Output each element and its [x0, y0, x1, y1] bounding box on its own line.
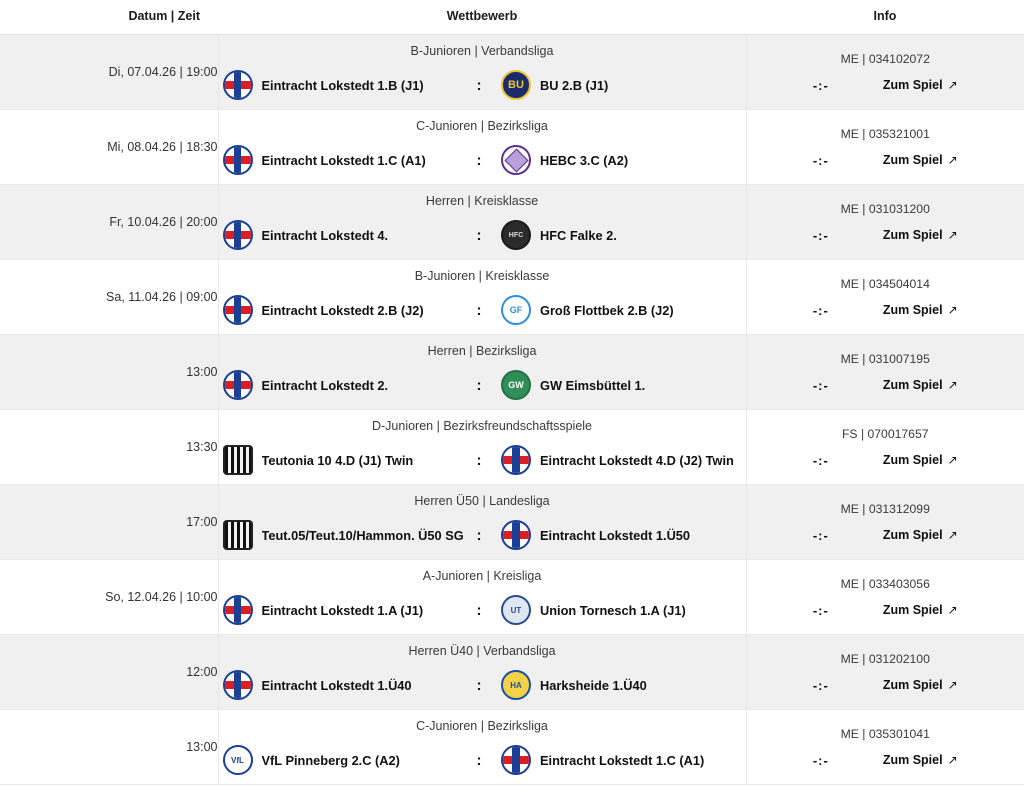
away-team[interactable]	[491, 445, 746, 475]
home-team[interactable]	[219, 70, 468, 100]
away-team-crest-icon	[501, 520, 531, 550]
table-row[interactable]	[0, 335, 1024, 410]
fixture-info-cell	[746, 635, 1024, 710]
home-team[interactable]	[219, 745, 468, 775]
fixture-competition-cell	[218, 185, 746, 260]
table-header	[0, 0, 1024, 35]
fixture-competition-cell	[218, 485, 746, 560]
competition-label: D-Junioren | Bezirksfreundschaftsspiele	[371, 419, 592, 433]
zum-spiel-link[interactable]	[883, 303, 958, 317]
home-team[interactable]	[219, 520, 468, 550]
fixture-competition-cell	[218, 410, 746, 485]
home-team-name: Eintracht Lokstedt 1.B (J1)	[261, 77, 424, 93]
info-line	[747, 453, 1024, 468]
score-separator: :	[476, 601, 482, 619]
match-id: ME | 034102072	[840, 51, 930, 66]
match-line	[219, 220, 746, 250]
away-team-name: Harksheide 1.Ü40	[540, 677, 647, 693]
fixture-info-cell	[746, 710, 1024, 785]
away-team-crest-icon: UT	[501, 595, 531, 625]
fixture-info-cell	[746, 260, 1024, 335]
home-team-name: Teut.05/Teut.10/Hammon. Ü50 SG	[261, 527, 464, 543]
home-team[interactable]	[219, 145, 468, 175]
away-team-name: Eintracht Lokstedt 4.D (J2) Twin	[540, 452, 734, 468]
home-team-name: Eintracht Lokstedt 1.Ü40	[261, 677, 412, 693]
home-team-crest-icon	[223, 295, 253, 325]
info-line	[747, 753, 1024, 768]
table-row[interactable]	[0, 485, 1024, 560]
score-value: -:-	[812, 452, 829, 468]
zum-spiel-link[interactable]	[883, 228, 958, 242]
away-team[interactable]	[491, 745, 746, 775]
table-row[interactable]	[0, 560, 1024, 635]
external-link-icon: ↗	[947, 228, 958, 242]
score-separator: :	[476, 226, 482, 244]
score-separator: :	[476, 751, 482, 769]
match-id: ME | 031202100	[840, 651, 930, 666]
external-link-icon: ↗	[947, 378, 958, 392]
table-row[interactable]	[0, 260, 1024, 335]
score-separator: :	[476, 376, 482, 394]
table-row[interactable]	[0, 410, 1024, 485]
away-team-name: Union Tornesch 1.A (J1)	[540, 602, 686, 618]
score-value: -:-	[812, 602, 829, 618]
match-id: ME | 034504014	[840, 276, 930, 291]
match-id: ME | 031031200	[840, 201, 930, 216]
away-team-crest-icon	[501, 745, 531, 775]
fixture-datetime: Sa, 11.04.26 | 09:00	[0, 260, 218, 335]
competition-label: C-Junioren | Bezirksliga	[416, 119, 548, 133]
fixture-competition-cell	[218, 710, 746, 785]
away-team-crest-icon: HFC	[501, 220, 531, 250]
match-line	[219, 595, 746, 625]
fixture-info-cell	[746, 335, 1024, 410]
away-team-name: HEBC 3.C (A2)	[540, 152, 629, 168]
zum-spiel-link[interactable]	[883, 378, 958, 392]
away-team[interactable]	[491, 370, 746, 400]
zum-spiel-link[interactable]	[883, 528, 958, 542]
info-line	[747, 78, 1024, 93]
fixture-competition-cell	[218, 560, 746, 635]
column-header-info: Info	[746, 0, 1024, 35]
zum-spiel-label: Zum Spiel	[882, 753, 943, 767]
away-team[interactable]	[491, 595, 746, 625]
score-value: -:-	[812, 527, 829, 543]
home-team-name: Eintracht Lokstedt 1.A (J1)	[261, 602, 424, 618]
zum-spiel-link[interactable]	[883, 678, 958, 692]
zum-spiel-link[interactable]	[883, 153, 958, 167]
score-separator: :	[476, 451, 482, 469]
table-row[interactable]	[0, 110, 1024, 185]
table-row[interactable]	[0, 635, 1024, 710]
competition-label: Herren Ü40 | Verbandsliga	[408, 644, 556, 658]
home-team-crest-icon	[223, 520, 253, 550]
fixture-datetime: 13:00	[0, 335, 218, 410]
external-link-icon: ↗	[947, 603, 958, 617]
info-line	[747, 228, 1024, 243]
home-team-crest-icon	[223, 595, 253, 625]
zum-spiel-label: Zum Spiel	[882, 603, 943, 617]
home-team-name: Eintracht Lokstedt 1.C (A1)	[261, 152, 426, 168]
external-link-icon: ↗	[947, 528, 958, 542]
match-line	[219, 370, 746, 400]
match-line	[219, 445, 746, 475]
match-id: ME | 031007195	[840, 351, 930, 366]
fixture-info-cell	[746, 485, 1024, 560]
fixture-competition-cell	[218, 635, 746, 710]
fixture-competition-cell	[218, 260, 746, 335]
external-link-icon: ↗	[947, 78, 958, 92]
table-row[interactable]	[0, 185, 1024, 260]
home-team-crest-icon	[223, 370, 253, 400]
score-value: -:-	[812, 752, 829, 768]
match-id: ME | 035301041	[840, 726, 930, 741]
fixture-info-cell	[746, 410, 1024, 485]
zum-spiel-label: Zum Spiel	[882, 78, 943, 92]
competition-label: B-Junioren | Kreisklasse	[414, 269, 550, 283]
fixture-datetime: 17:00	[0, 485, 218, 560]
away-team-name: Eintracht Lokstedt 1.C (A1)	[540, 752, 705, 768]
fixture-datetime: Mi, 08.04.26 | 18:30	[0, 110, 218, 185]
away-team-crest-icon: BU	[501, 70, 531, 100]
competition-label: B-Junioren | Verbandsliga	[410, 44, 554, 58]
fixture-datetime: Fr, 10.04.26 | 20:00	[0, 185, 218, 260]
fixture-info-cell	[746, 35, 1024, 110]
home-team[interactable]	[219, 220, 468, 250]
score-separator: :	[476, 301, 482, 319]
table-body	[0, 35, 1024, 785]
match-line	[219, 145, 746, 175]
fixture-info-cell	[746, 560, 1024, 635]
zum-spiel-label: Zum Spiel	[882, 453, 943, 467]
home-team-crest-icon	[223, 70, 253, 100]
match-line	[219, 745, 746, 775]
score-value: -:-	[812, 227, 829, 243]
competition-label: Herren | Kreisklasse	[425, 194, 539, 208]
zum-spiel-label: Zum Spiel	[882, 528, 943, 542]
zum-spiel-label: Zum Spiel	[882, 378, 943, 392]
external-link-icon: ↗	[947, 753, 958, 767]
table-row[interactable]	[0, 710, 1024, 785]
score-separator: :	[476, 151, 482, 169]
score-separator: :	[476, 526, 482, 544]
away-team-crest-icon	[501, 145, 531, 175]
competition-label: Herren Ü50 | Landesliga	[414, 494, 550, 508]
match-line	[219, 295, 746, 325]
score-value: -:-	[812, 77, 829, 93]
external-link-icon: ↗	[947, 153, 958, 167]
away-team-crest-icon	[501, 445, 531, 475]
zum-spiel-link[interactable]	[883, 78, 958, 92]
away-team[interactable]	[491, 670, 746, 700]
fixture-competition-cell	[218, 35, 746, 110]
home-team-crest-icon: VfL	[223, 745, 253, 775]
fixture-datetime: 13:00	[0, 710, 218, 785]
home-team-crest-icon	[223, 220, 253, 250]
info-line	[747, 153, 1024, 168]
away-team[interactable]	[491, 220, 746, 250]
info-line	[747, 528, 1024, 543]
away-team[interactable]	[491, 70, 746, 100]
score-value: -:-	[812, 302, 829, 318]
away-team-name: Groß Flottbek 2.B (J2)	[540, 302, 674, 318]
home-team[interactable]	[219, 670, 468, 700]
zum-spiel-link[interactable]	[883, 753, 958, 767]
match-id: ME | 031312099	[840, 501, 930, 516]
external-link-icon: ↗	[947, 453, 958, 467]
home-team[interactable]	[219, 445, 468, 475]
home-team-crest-icon	[223, 145, 253, 175]
info-line	[747, 678, 1024, 693]
home-team[interactable]	[219, 595, 468, 625]
external-link-icon: ↗	[947, 303, 958, 317]
table-row[interactable]	[0, 35, 1024, 110]
competition-label: C-Junioren | Bezirksliga	[416, 719, 548, 733]
zum-spiel-label: Zum Spiel	[882, 303, 943, 317]
zum-spiel-label: Zum Spiel	[882, 153, 943, 167]
match-id: ME | 033403056	[840, 576, 930, 591]
home-team-crest-icon	[223, 445, 253, 475]
info-line	[747, 378, 1024, 393]
home-team[interactable]	[219, 370, 468, 400]
score-separator: :	[476, 676, 482, 694]
zum-spiel-label: Zum Spiel	[882, 228, 943, 242]
fixture-competition-cell	[218, 335, 746, 410]
fixture-competition-cell	[218, 110, 746, 185]
score-value: -:-	[812, 677, 829, 693]
home-team-name: Eintracht Lokstedt 4.	[261, 227, 389, 243]
match-id: ME | 035321001	[840, 126, 930, 141]
home-team-name: Teutonia 10 4.D (J1) Twin	[261, 452, 414, 468]
away-team-name: BU 2.B (J1)	[540, 77, 609, 93]
fixture-info-cell	[746, 185, 1024, 260]
away-team-crest-icon: GW	[501, 370, 531, 400]
home-team-name: Eintracht Lokstedt 2.	[261, 377, 389, 393]
score-value: -:-	[812, 152, 829, 168]
away-team-name: HFC Falke 2.	[540, 227, 617, 243]
match-line	[219, 520, 746, 550]
info-line	[747, 303, 1024, 318]
competition-label: A-Junioren | Kreisliga	[422, 569, 542, 583]
competition-label: Herren | Bezirksliga	[427, 344, 537, 358]
zum-spiel-link[interactable]	[883, 603, 958, 617]
info-line	[747, 603, 1024, 618]
external-link-icon: ↗	[947, 678, 958, 692]
column-header-date: Datum | Zeit	[0, 0, 218, 35]
score-value: -:-	[812, 377, 829, 393]
away-team-crest-icon: HA	[501, 670, 531, 700]
match-line	[219, 670, 746, 700]
zum-spiel-link[interactable]	[883, 453, 958, 467]
home-team-crest-icon	[223, 670, 253, 700]
away-team[interactable]	[491, 145, 746, 175]
away-team-name: Eintracht Lokstedt 1.Ü50	[540, 527, 691, 543]
home-team-name: Eintracht Lokstedt 2.B (J2)	[261, 302, 424, 318]
table-header-row	[0, 0, 1024, 35]
fixture-datetime: 12:00	[0, 635, 218, 710]
match-id: FS | 070017657	[841, 426, 929, 441]
zum-spiel-label: Zum Spiel	[882, 678, 943, 692]
fixture-datetime: Di, 07.04.26 | 19:00	[0, 35, 218, 110]
away-team[interactable]	[491, 295, 746, 325]
away-team-name: GW Eimsbüttel 1.	[540, 377, 646, 393]
score-separator: :	[476, 76, 482, 94]
away-team[interactable]	[491, 520, 746, 550]
match-line	[219, 70, 746, 100]
away-team-crest-icon: GF	[501, 295, 531, 325]
home-team[interactable]	[219, 295, 468, 325]
fixture-datetime: So, 12.04.26 | 10:00	[0, 560, 218, 635]
fixture-info-cell	[746, 110, 1024, 185]
fixture-datetime: 13:30	[0, 410, 218, 485]
home-team-name: VfL Pinneberg 2.C (A2)	[261, 752, 400, 768]
column-header-competition: Wettbewerb	[218, 0, 746, 35]
